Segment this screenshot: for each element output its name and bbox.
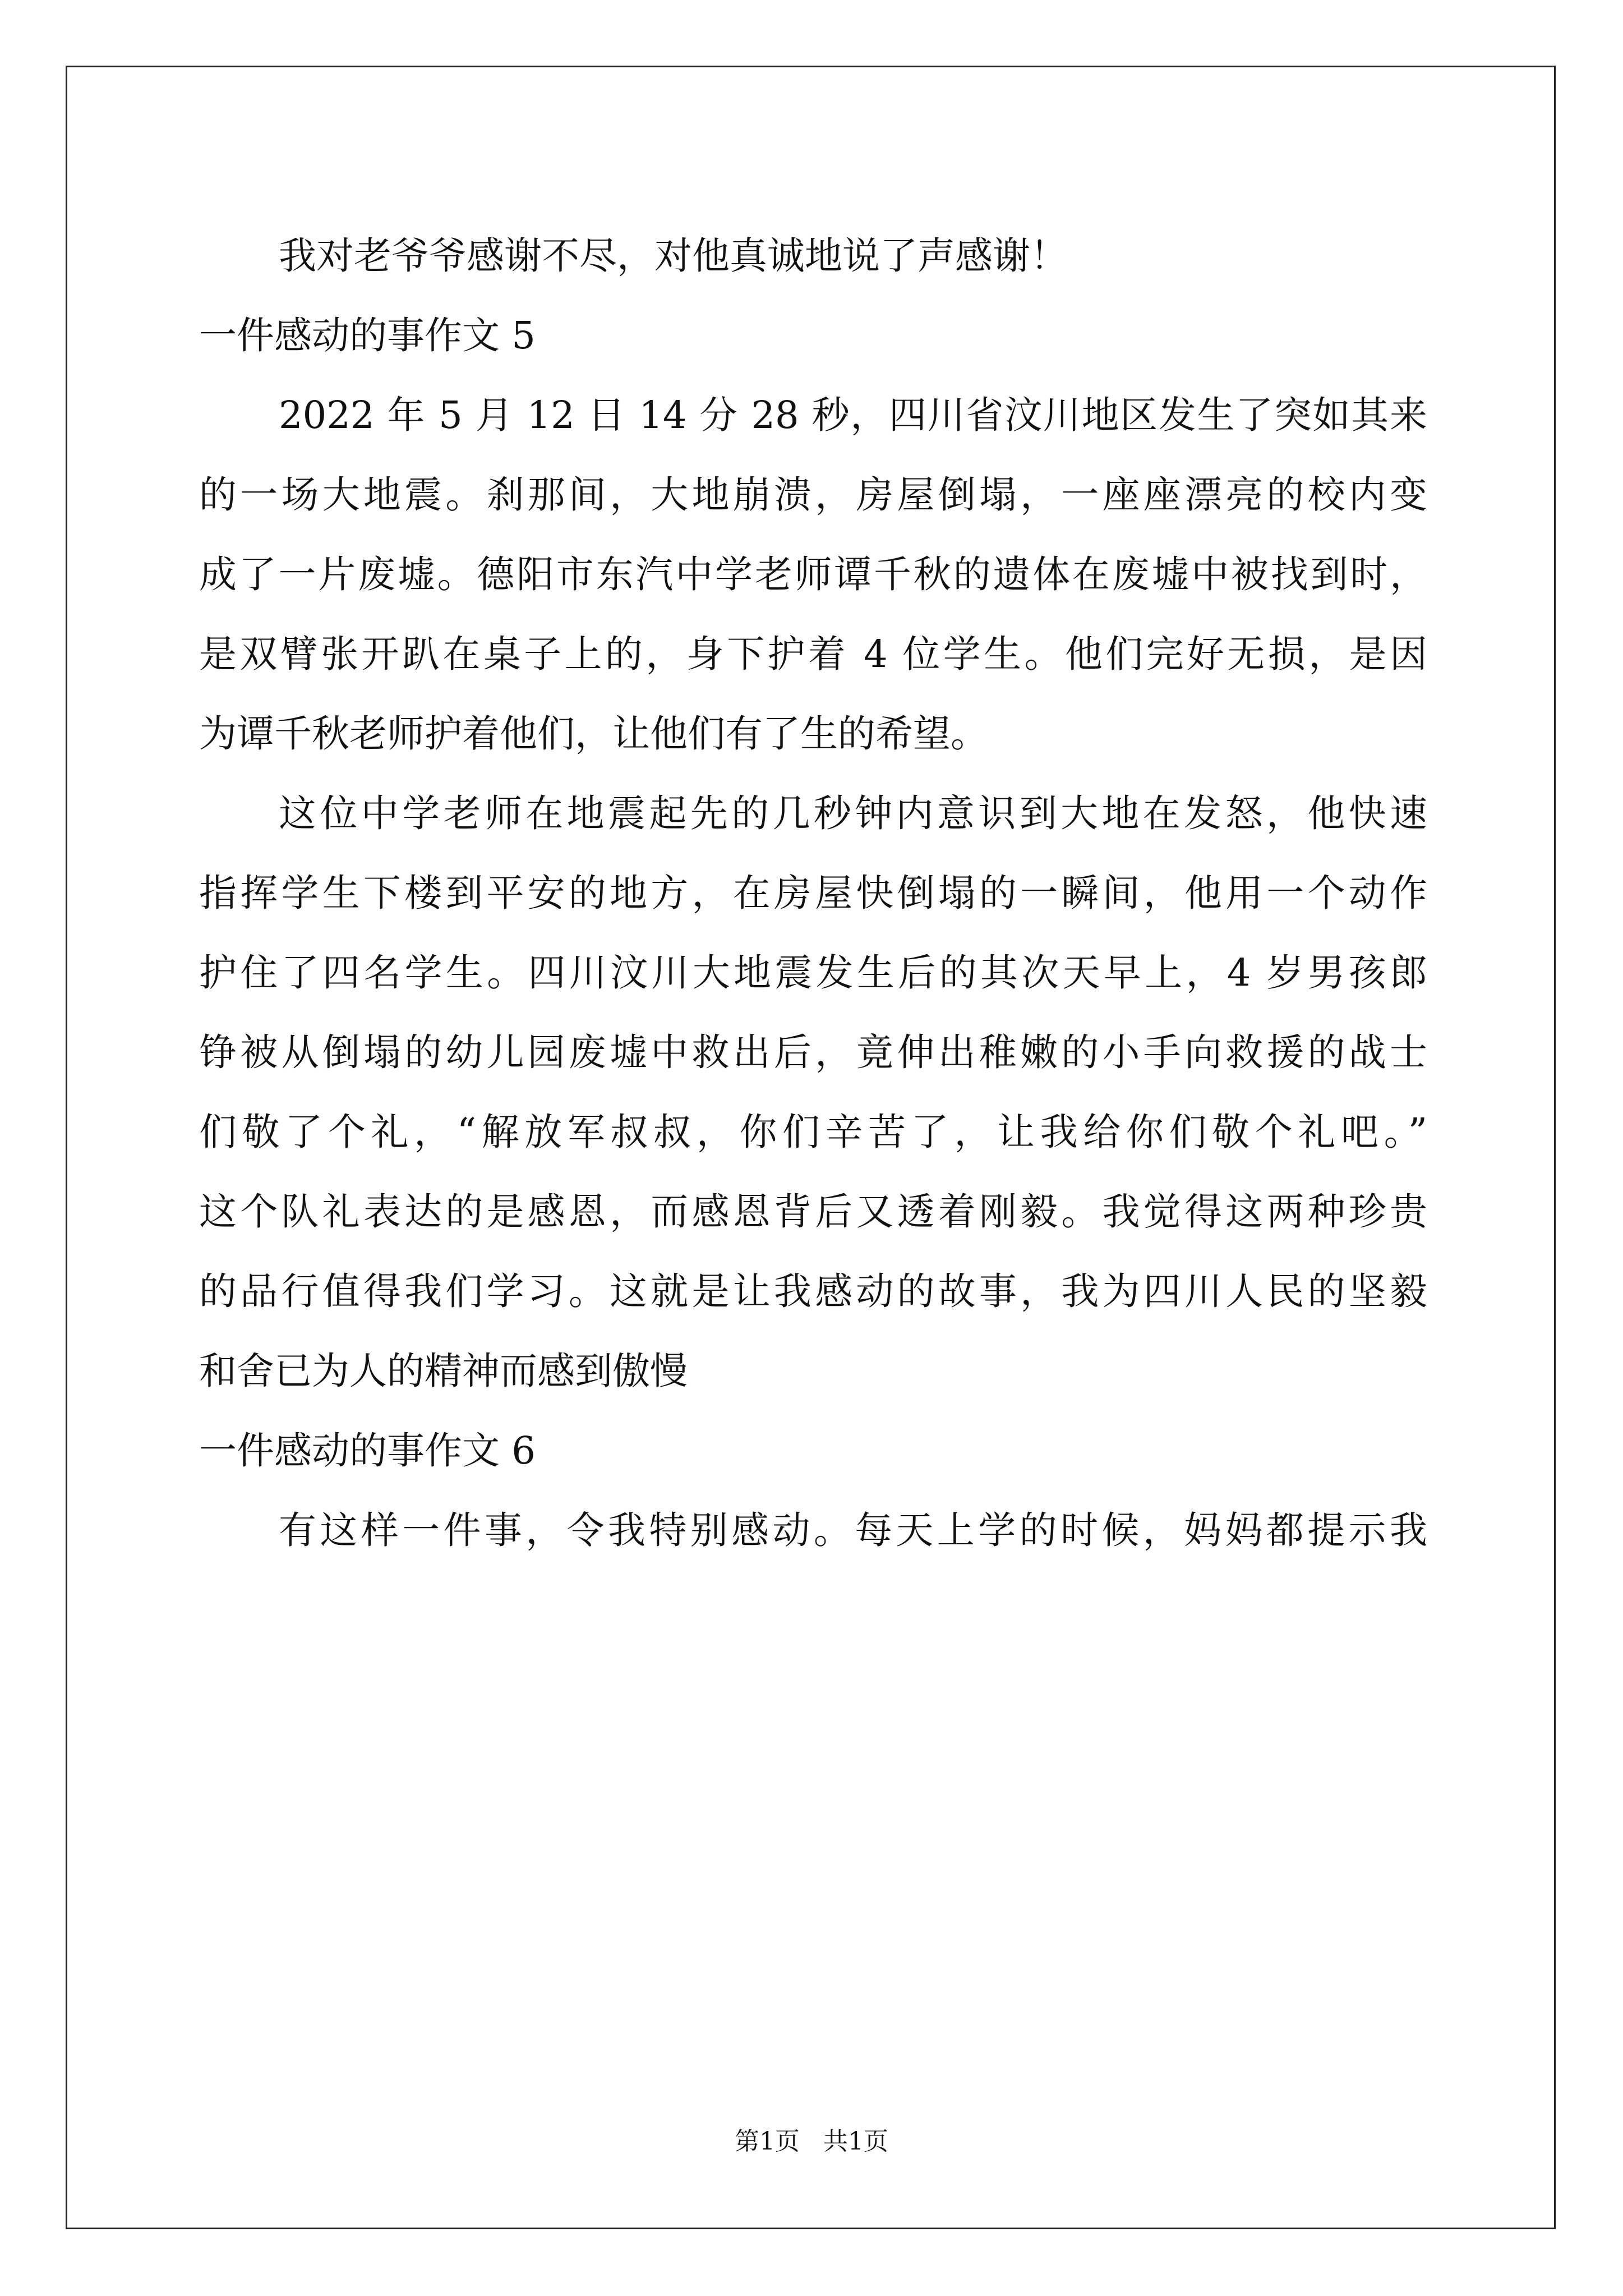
- text-line: 成了一片废墟。德阳市东汽中学老师谭千秋的遗体在废墟中被找到时，: [199, 553, 1427, 596]
- text-line: 和舍已为人的精神而感到傲慢: [199, 1349, 688, 1393]
- text-line: 这位中学老师在地震起先的几秒钟内意识到大地在发怒，他快速: [279, 792, 1427, 835]
- text-line: 有这样一件事，令我特别感动。每天上学的时候，妈妈都提示我: [279, 1508, 1427, 1552]
- text-line: 一件感动的事作文 6: [199, 1429, 536, 1473]
- text-line: 的一场大地震。刹那间，大地崩溃，房屋倒塌，一座座漂亮的校内变: [199, 473, 1427, 517]
- document-body: [199, 216, 1427, 1570]
- text-line: 为谭千秋老师护着他们，让他们有了生的希望。: [199, 712, 988, 756]
- text-line: 们敬了个礼，“解放军叔叔，你们辛苦了，让我给你们敬个礼吧。”: [199, 1110, 1427, 1154]
- text-line: 护住了四名学生。四川汶川大地震发生后的其次天早上，4 岁男孩郎: [199, 951, 1427, 995]
- text-line: 一件感动的事作文 5: [199, 314, 536, 357]
- text-line: 指挥学生下楼到平安的地方，在房屋快倒塌的一瞬间，他用一个动作: [199, 871, 1427, 915]
- text-line: 我对老爷爷感谢不尽，对他真诚地说了声感谢！: [279, 234, 1068, 278]
- text-line: 的品行值得我们学习。这就是让我感动的故事，我为四川人民的坚毅: [199, 1269, 1427, 1313]
- text-line: 铮被从倒塌的幼儿园废墟中救出后，竟伸出稚嫩的小手向救援的战士: [199, 1030, 1427, 1074]
- text-line: 2022 年 5 月 12 日 14 分 28 秒，四川省汶川地区发生了突如其来: [279, 393, 1427, 437]
- text-line: 这个队礼表达的是感恩，而感恩背后又透着刚毅。我觉得这两种珍贵: [199, 1190, 1427, 1234]
- page-footer: 第1页 共1页: [735, 2127, 888, 2156]
- text-line: 是双臂张开趴在桌子上的，身下护着 4 位学生。他们完好无损，是因: [199, 632, 1427, 676]
